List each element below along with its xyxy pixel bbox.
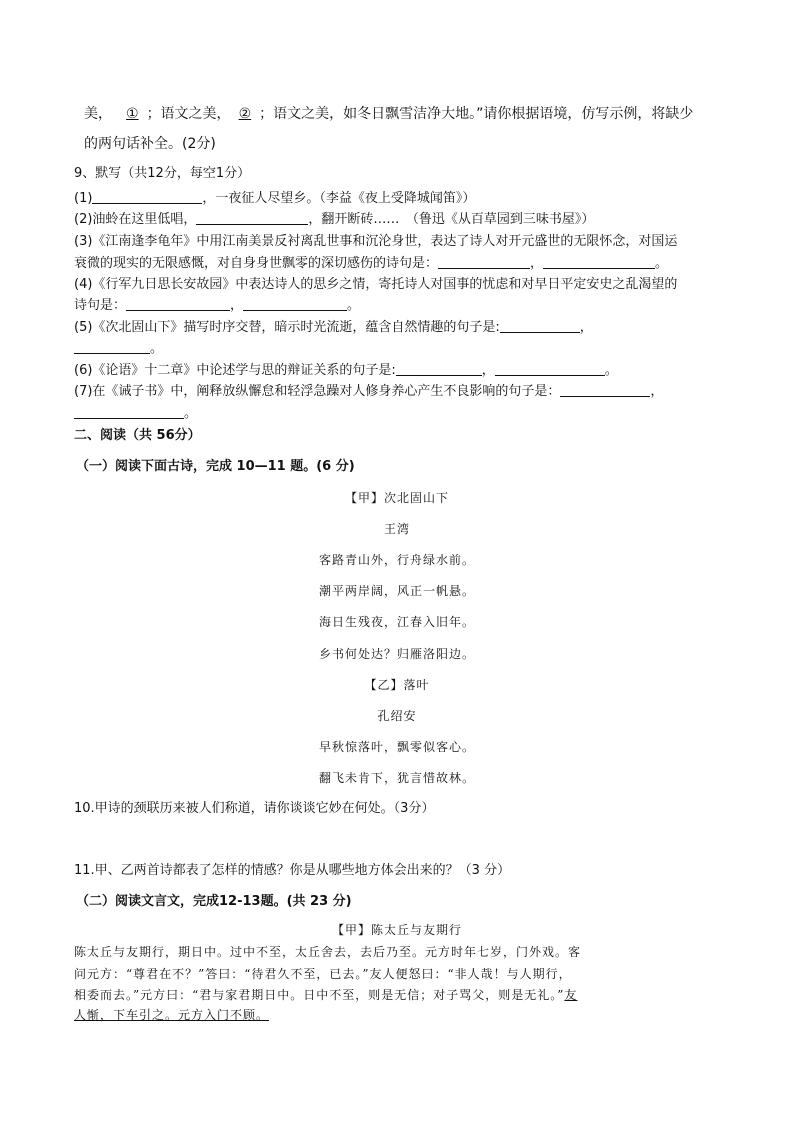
- poem-b-title: 【乙】落叶: [364, 678, 430, 692]
- q8-text-b: ；语文之美，: [146, 106, 231, 122]
- answer-blank[interactable]: [243, 298, 347, 311]
- q9-item-2-text-b: ，翻开断砖…… （鲁迅《从百草园到三味书屋》）: [308, 212, 595, 227]
- answer-blank[interactable]: [438, 256, 530, 269]
- q9-item-3-line1: (3)《江南逢李龟年》中用江南美景反衬离乱世事和沉沦身世，表达了诗人对开元盛世的无限怀念，对国运: [74, 234, 678, 249]
- q8-blank-2: ②: [238, 106, 252, 122]
- part-2-line-2: 问元方：“尊君在不？”答曰：“待君久不至，已去。”友人便怒曰：“非人哉！与人期行，: [74, 967, 572, 981]
- section-2-title: 二、阅读（共 56分）: [74, 428, 201, 443]
- q9-item-6-text: (6)《论语》十二章》中论述学与思的辩证关系的句子是:: [74, 363, 396, 378]
- part-2-line-3: [74, 987, 577, 1003]
- period: 。: [604, 363, 618, 378]
- answer-blank[interactable]: [196, 212, 308, 225]
- answer-blank[interactable]: [560, 384, 650, 397]
- q9-item-3-text: 衰微的现实的无限感慨，对自身身世飘零的深切感伤的诗句是：: [74, 256, 439, 271]
- q8-text-c: ；语文之美，如冬日飘雪洁净大地。”请你根据语境，仿写示例，将缺少: [259, 106, 694, 122]
- answer-blank[interactable]: [126, 298, 230, 311]
- comma: ，: [530, 256, 544, 271]
- part-2-line-3-text: 相委而去。”元方曰：“君与家君期日中。日中不至，则是无信；对子骂父，则是无礼。”: [74, 988, 565, 1002]
- q9-item-6: [74, 363, 618, 379]
- q9-item-7-text: (7)在《诫子书》中，阐释放纵懈怠和轻浮急躁对人修身养心产生不良影响的句子是：: [74, 384, 561, 399]
- answer-blank[interactable]: [396, 363, 482, 376]
- period: 。: [150, 341, 164, 356]
- comma: ，: [650, 384, 664, 399]
- answer-blank[interactable]: [74, 341, 150, 354]
- q9-item-4-line2: [74, 298, 360, 314]
- q9-item-5-line2: [74, 341, 163, 357]
- q9-item-4-line1: (4)《行军九日思长安故园》中表达诗人的思乡之情，寄托诗人对国事的忧虑和对早日平定安史之乱渴望的: [74, 277, 678, 292]
- part-2-line-1: 陈太丘与友期行，期日中。过中不至，太丘舍去，去后乃至。元方时年七岁，门外戏。客: [74, 945, 582, 959]
- q9-item-1: [74, 191, 475, 207]
- underlined-text: 友: [564, 988, 578, 1002]
- q9-item-3-line2: [74, 256, 668, 272]
- q8-text-a: 美，: [84, 106, 112, 122]
- q8-blank-1: ①: [126, 106, 139, 122]
- answer-blank[interactable]: [74, 406, 184, 419]
- question-11: 11.甲、乙两首诗都表了怎样的情感？你是从哪些地方体会出来的？（3 分）: [74, 863, 511, 878]
- q8-line2: 的两句话补全。(2分): [84, 136, 216, 152]
- answer-blank[interactable]: [495, 363, 605, 376]
- question-10: 10.甲诗的颈联历来被人们称道，请你谈谈它妙在何处。（3分）: [74, 801, 435, 816]
- answer-blank[interactable]: [543, 256, 655, 269]
- part-1-title: （一）阅读下面古诗，完成 10—11 题。(6 分): [76, 459, 355, 474]
- period: 。: [655, 256, 669, 271]
- poem-a-line: 海日生残夜，江春入旧年。: [318, 615, 475, 629]
- comma: ，: [481, 363, 495, 378]
- q9-item-1-text: ，一夜征人尽望乡。（李益《夜上受降城闻笛》）: [202, 191, 476, 206]
- q9-item-2: [74, 212, 594, 228]
- part-2-line-4: 人惭，下车引之。元方入门不顾。: [74, 1008, 270, 1022]
- q9-item-2-text-a: (2)油蛉在这里低唱，: [74, 212, 197, 227]
- comma: ，: [230, 298, 244, 313]
- poem-a-line: 潮平两岸阔，风正一帆悬。: [318, 584, 475, 598]
- q9-item-7-line1: [74, 384, 663, 400]
- poem-b-line: 翻飞未肯下，犹言惜故林。: [318, 771, 475, 785]
- q9-item-5-text: (5)《次北固山下》描写时序交替，暗示时光流逝，蕴含自然情趣的句子是:: [74, 320, 500, 335]
- period: 。: [347, 298, 361, 313]
- q9-item-1-num: (1): [74, 191, 93, 206]
- q9-item-7-line2: [74, 406, 197, 422]
- poem-a-title: 【甲】次北固山下: [344, 491, 449, 505]
- answer-blank[interactable]: [92, 191, 202, 204]
- poem-a-line: 客路青山外，行舟绿水前。: [318, 553, 475, 567]
- poem-b-line: 早秋惊落叶，飘零似客心。: [318, 740, 475, 754]
- q9-title: 9、默写（共12分，每空1分）: [74, 166, 251, 181]
- part-2-text-title: 【甲】陈太丘与友期行: [331, 923, 462, 937]
- comma: ，: [579, 320, 593, 335]
- q9-item-5-line1: [74, 320, 593, 336]
- answer-blank[interactable]: [500, 320, 580, 333]
- q9-item-4-text: 诗句是：: [74, 298, 127, 313]
- poem-b-author: 孔绍安: [377, 709, 417, 723]
- part-2-title: （二）阅读文言文，完成12-13题。(共 23 分): [76, 894, 352, 909]
- poem-a-line: 乡书何处达？归雁洛阳边。: [318, 647, 475, 661]
- q8-line1: [84, 106, 693, 122]
- period: 。: [184, 406, 198, 421]
- poem-a-author: 王湾: [383, 522, 410, 536]
